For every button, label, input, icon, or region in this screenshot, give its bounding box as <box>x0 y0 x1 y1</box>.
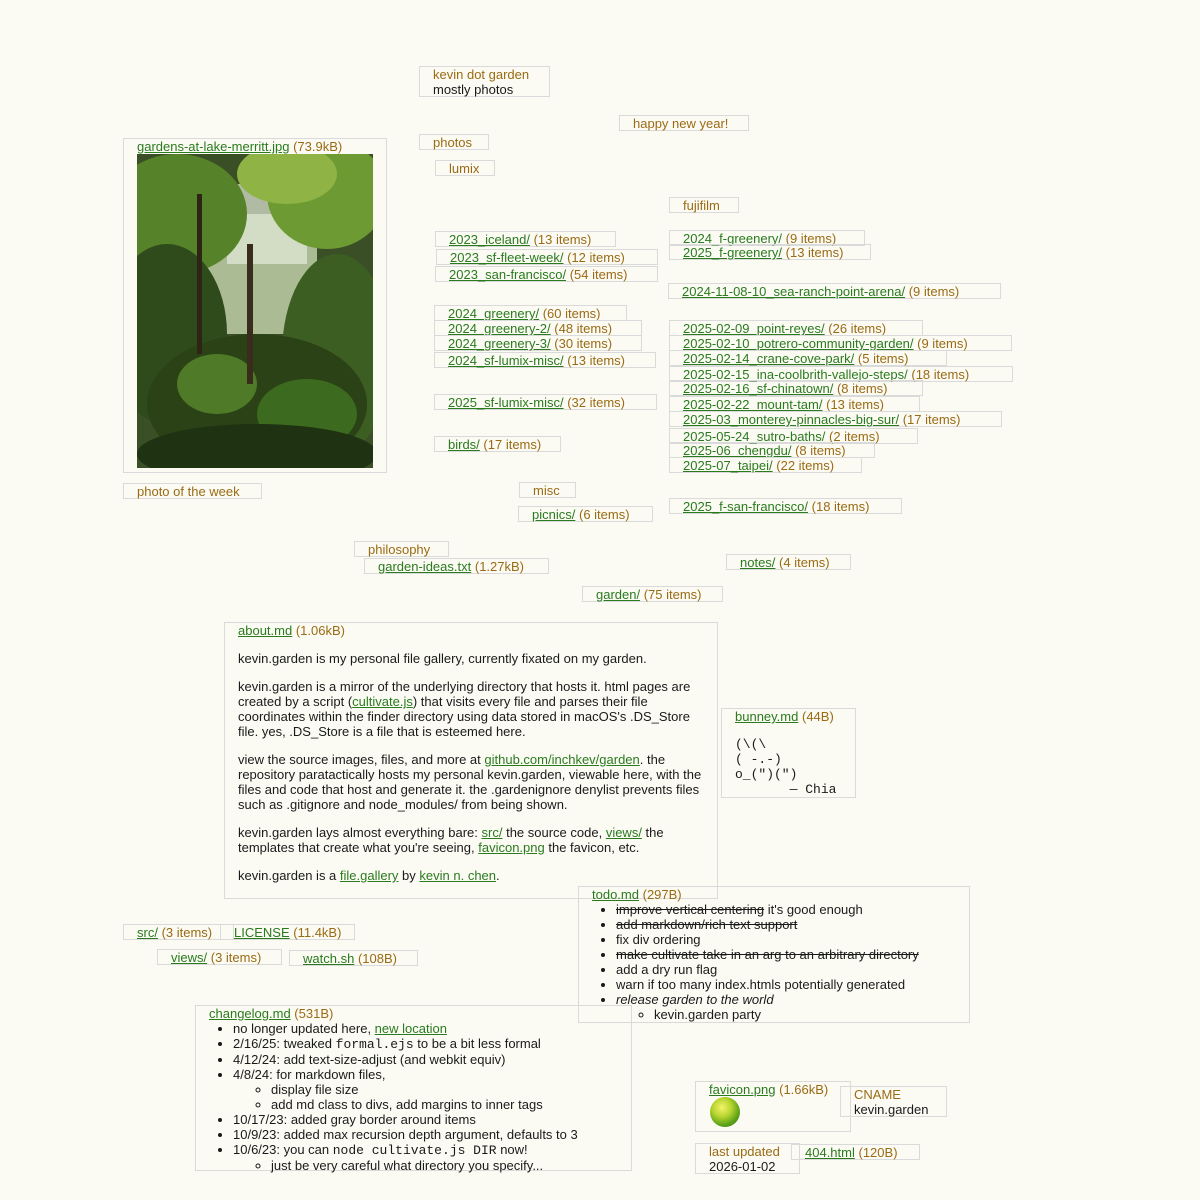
folder-link[interactable]: 2025-02-09_point-reyes/ <box>683 321 825 336</box>
views-link[interactable]: views/ <box>605 825 642 840</box>
file-link[interactable]: todo.md <box>592 887 639 902</box>
item-count: (12 items) <box>567 250 625 265</box>
item-count: (32 items) <box>567 395 626 410</box>
changelog-entry: • 10/17/23: added gray border around items <box>233 1112 631 1127</box>
text: kevin.garden lays almost everything bare: <box>238 825 482 840</box>
item-count: (13 items) <box>826 397 884 412</box>
item-count: (4 items) <box>779 555 830 570</box>
fujifilm-folder-item <box>669 335 1012 351</box>
garden-folder-item <box>582 586 723 602</box>
fujifilm-folder-item <box>669 411 1002 427</box>
text: 10/6/23: you can <box>233 1142 333 1157</box>
done-text: improve vertical centering <box>616 902 765 917</box>
todo-md-item <box>578 886 970 1023</box>
item-count: (54 items) <box>569 267 628 282</box>
changelog-entry <box>233 1021 631 1036</box>
fujifilm-folder-item <box>669 320 923 336</box>
todo-subitem: ◦ kevin.garden party <box>654 1007 969 1022</box>
lumix-folder-item <box>434 320 642 336</box>
folder-link[interactable]: 2025_f-san-francisco/ <box>683 499 809 514</box>
garden-photo-image <box>137 154 373 468</box>
views-folder-item <box>157 949 282 965</box>
item-count: (8 items) <box>836 381 888 396</box>
picnics-folder-item <box>518 506 653 522</box>
item-count: (18 items) <box>811 499 870 514</box>
fujifilm-folder-item <box>668 283 1001 299</box>
item-count: (17 items) <box>483 437 542 452</box>
text: ) that visits every file and parses their file coordinates within the finder directory using data stored in macOS's .DS_Store file. yes, .DS_Store is a file that is esteemed here. <box>238 694 690 739</box>
photos-label: photos <box>419 134 489 150</box>
code: formal.ejs <box>335 1037 414 1052</box>
changelog-entry <box>233 1067 631 1112</box>
cname-label: CNAME <box>854 1087 901 1102</box>
changelog-subentry: ◦ add md class to divs, add margins to inner tags <box>271 1097 631 1112</box>
about-paragraph: kevin.garden is my personal file gallery, currently fixated on my garden. <box>238 651 647 666</box>
bunney-ascii-art: (\(\ ( -.-) o_(")(") — Chia <box>735 737 837 797</box>
done-text: add markdown/rich text support <box>616 917 798 932</box>
changelog-entry: • 4/12/24: add text-size-adjust (and webkit equiv) <box>233 1052 631 1067</box>
new-location-link[interactable]: new location <box>374 1021 447 1036</box>
site-title-box <box>419 66 550 97</box>
item-count: (9 items) <box>908 284 960 299</box>
todo-item <box>616 917 969 932</box>
about-paragraph <box>238 752 707 812</box>
todo-item: • warn if too many index.htmls potentially generated <box>616 977 969 992</box>
changelog-subentry: ◦ just be very careful what directory you specify... <box>271 1158 631 1173</box>
fujifilm-label: fujifilm <box>669 197 739 213</box>
lumix-folder-item <box>434 352 656 368</box>
fujifilm-folder-item <box>669 396 920 412</box>
src-folder-item <box>123 924 234 940</box>
cname-value: kevin.garden <box>854 1102 929 1117</box>
file-size: (120B) <box>858 1145 898 1160</box>
folder-link[interactable]: 2025-02-15_ina-coolbrith-vallejo-steps/ <box>683 367 908 382</box>
bunney-md-item <box>721 708 856 798</box>
fujifilm-folder-item <box>669 350 947 366</box>
lumix-folder-item <box>434 305 627 321</box>
done-text: make cultivate take in an arg to an arbitrary directory <box>616 947 919 962</box>
item-count: (3 items) <box>210 950 262 965</box>
file-size: (1.27kB) <box>474 559 524 574</box>
todo-item: • fix div ordering <box>616 932 969 947</box>
todo-item: • add a dry run flag <box>616 962 969 977</box>
lumix-label: lumix <box>435 160 495 176</box>
item-count: (75 items) <box>643 587 702 602</box>
changelog-md-item <box>195 1005 632 1171</box>
about-md-item <box>224 622 718 899</box>
item-count: (48 items) <box>554 321 613 336</box>
item-count: (5 items) <box>857 351 909 366</box>
site-subtitle: mostly photos <box>433 82 514 97</box>
code: node cultivate.js DIR <box>332 1143 497 1158</box>
fujifilm-folder-item <box>669 457 862 473</box>
item-count: (9 items) <box>917 336 968 351</box>
todo-item <box>616 947 969 962</box>
file-link[interactable]: changelog.md <box>209 1006 291 1021</box>
folder-link[interactable]: src/ <box>137 925 158 940</box>
item-count: (17 items) <box>902 412 961 427</box>
changelog-entry: • 10/9/23: added max recursion depth argument, defaults to 3 <box>233 1127 631 1142</box>
text: 4/8/24: for markdown files, <box>233 1067 386 1082</box>
text: no longer updated here, <box>233 1021 375 1036</box>
github-link[interactable]: github.com/inchkev/garden <box>484 752 640 767</box>
about-paragraph <box>238 679 707 739</box>
garden-photo[interactable] <box>137 154 373 468</box>
folder-link[interactable]: 2024_greenery-2/ <box>448 321 551 336</box>
folder-link[interactable]: picnics/ <box>532 507 576 522</box>
item-count: (22 items) <box>776 458 835 473</box>
fujifilm-folder-item <box>669 244 871 260</box>
text: release garden to the world <box>616 992 774 1007</box>
src-link[interactable]: src/ <box>481 825 503 840</box>
file-size: (44B) <box>801 709 834 724</box>
todo-item <box>616 902 969 917</box>
item-count: (2 items) <box>829 429 880 444</box>
file-link[interactable]: LICENSE <box>234 925 290 940</box>
todo-list <box>592 902 969 1022</box>
text: the templates that create what you're seeing, <box>238 825 664 855</box>
file-link[interactable]: garden-ideas.txt <box>378 559 472 574</box>
item-count: (18 items) <box>911 367 970 382</box>
text: it's good enough <box>764 902 863 917</box>
folder-link[interactable]: 2025-02-22_mount-tam/ <box>683 397 823 412</box>
file-link[interactable]: 404.html <box>805 1145 855 1160</box>
text: . <box>496 868 500 883</box>
favicon-image[interactable] <box>710 1097 740 1127</box>
item-count: (26 items) <box>828 321 887 336</box>
folder-link[interactable]: 2023_iceland/ <box>449 232 530 247</box>
text: kevin.garden is a mirror of the underlying directory that hosts it. html pages are created by a script ( <box>238 679 691 709</box>
lumix-folder-item <box>436 249 658 265</box>
site-title: kevin dot garden <box>433 67 530 82</box>
text: by <box>398 868 420 883</box>
file-size: (1.66kB) <box>779 1082 829 1097</box>
folder-link[interactable]: 2024_sf-lumix-misc/ <box>448 353 564 368</box>
last-updated-value: 2026-01-02 <box>709 1159 776 1174</box>
fujifilm-folder-item <box>669 498 902 514</box>
last-updated-label: last updated <box>709 1144 780 1159</box>
photo-of-the-week-label: photo of the week <box>123 483 262 499</box>
folder-link[interactable]: 2024-11-08-10_sea-ranch-point-arena/ <box>682 284 906 299</box>
folder-link[interactable]: 2025_sf-lumix-misc/ <box>448 395 564 410</box>
fujifilm-folder-item <box>669 442 875 458</box>
item-count: (9 items) <box>785 231 837 246</box>
cultivate-link[interactable]: cultivate.js <box>352 694 413 709</box>
folder-link[interactable]: 2025-06_chengdu/ <box>683 443 792 458</box>
file-gallery-link[interactable]: file.gallery <box>339 868 399 883</box>
changelog-entry <box>233 1036 631 1052</box>
favicon-link[interactable]: favicon.png <box>478 840 545 855</box>
author-link[interactable]: kevin n. chen <box>419 868 497 883</box>
folder-link[interactable]: 2025_f-greenery/ <box>683 245 783 260</box>
lumix-folder-item <box>434 436 561 452</box>
folder-link[interactable]: views/ <box>171 950 208 965</box>
file-size: (1.06kB) <box>295 623 345 638</box>
item-count: (13 items) <box>533 232 592 247</box>
folder-link[interactable]: 2025-05-24_sutro-baths/ <box>683 429 826 444</box>
item-count: (8 items) <box>795 443 846 458</box>
lumix-folder-item <box>434 394 657 410</box>
item-count: (13 items) <box>785 245 844 260</box>
folder-link[interactable]: 2025-02-10_potrero-community-garden/ <box>683 336 914 351</box>
folder-link[interactable]: 2025-02-16_sf-chinatown/ <box>683 381 834 396</box>
folder-link[interactable]: garden/ <box>596 587 641 602</box>
lumix-folder-item <box>434 335 642 351</box>
404-file-item <box>791 1144 920 1160</box>
file-size: (297B) <box>642 887 682 902</box>
todo-item <box>616 992 969 1022</box>
changelog-entry <box>233 1142 631 1173</box>
text: . the repository paratactically hosts my personal kevin.garden, viewable here, with the files and code that host and generate it. the .gardenignore denylist prevents files such as .gitignore and node_modules/ from being shown. <box>238 752 702 812</box>
text: view the source images, files, and more at <box>238 752 485 767</box>
misc-label: misc <box>519 482 576 498</box>
folder-link[interactable]: 2024_greenery-3/ <box>448 336 551 351</box>
item-count: (13 items) <box>567 353 626 368</box>
folder-link[interactable]: 2023_san-francisco/ <box>449 267 567 282</box>
lumix-folder-item <box>435 231 616 247</box>
item-count: (6 items) <box>578 507 630 522</box>
folder-link[interactable]: 2025-03_monterey-pinnacles-big-sur/ <box>683 412 900 427</box>
fujifilm-folder-item <box>669 380 923 396</box>
folder-link[interactable]: 2025-02-14_crane-cove-park/ <box>683 351 855 366</box>
file-size: (108B) <box>357 951 397 966</box>
cname-file-item <box>840 1086 947 1117</box>
philosophy-label: philosophy <box>354 541 449 557</box>
folder-link[interactable]: 2024_f-greenery/ <box>683 231 783 246</box>
folder-link[interactable]: 2024_greenery/ <box>448 306 540 321</box>
item-count: (3 items) <box>161 925 213 940</box>
garden-ideas-file-item <box>364 558 549 574</box>
lumix-folder-item <box>435 266 658 282</box>
item-count: (30 items) <box>554 336 613 351</box>
last-updated-box <box>695 1143 800 1174</box>
notes-folder-item <box>726 554 851 570</box>
folder-link[interactable]: notes/ <box>740 555 776 570</box>
changelog-subentry: ◦ display file size <box>271 1082 631 1097</box>
license-file-item <box>220 924 355 940</box>
folder-link[interactable]: 2023_sf-fleet-week/ <box>450 250 564 265</box>
text: the source code, <box>502 825 606 840</box>
item-count: (60 items) <box>542 306 601 321</box>
photo-file-size: (73.9kB) <box>293 139 343 154</box>
watch-sh-file-item <box>289 950 418 966</box>
file-link[interactable]: about.md <box>238 623 293 638</box>
changelog-list <box>209 1021 631 1173</box>
folder-link[interactable]: birds/ <box>448 437 480 452</box>
text: 2/16/25: tweaked <box>233 1036 336 1051</box>
text: the favicon, etc. <box>544 840 640 855</box>
file-link[interactable]: favicon.png <box>709 1082 776 1097</box>
text: now! <box>496 1142 528 1157</box>
text: to be a bit less formal <box>413 1036 541 1051</box>
about-paragraph <box>238 825 707 855</box>
file-size: (11.4kB) <box>293 925 342 940</box>
file-size: (531B) <box>294 1006 334 1021</box>
file-link[interactable]: bunney.md <box>735 709 799 724</box>
happy-new-year: happy new year! <box>619 115 749 131</box>
about-paragraph <box>238 868 707 883</box>
folder-link[interactable]: 2025-07_taipei/ <box>683 458 773 473</box>
file-link[interactable]: watch.sh <box>303 951 355 966</box>
photo-file-link[interactable]: gardens-at-lake-merritt.jpg <box>137 139 290 154</box>
text: kevin.garden is a <box>238 868 340 883</box>
